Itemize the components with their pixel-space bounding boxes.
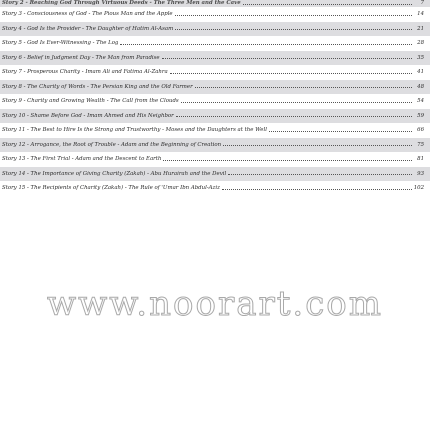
dot-leader (243, 4, 412, 5)
toc-entry-page: 54 (417, 98, 424, 105)
dot-leader (195, 87, 412, 88)
toc-entry-page: 28 (417, 40, 424, 47)
table-of-contents (0, 0, 430, 196)
toc-entry-page: 41 (417, 69, 424, 76)
toc-entry-page: 14 (417, 11, 424, 18)
toc-entry-page: 93 (417, 170, 424, 177)
dot-leader (269, 131, 412, 132)
watermark-text: www.noorart.com (47, 284, 383, 324)
toc-entry-title: Story 14 - The Importance of Giving Charity (Zakah) - Abu Hurairah and the Devil (2, 170, 227, 177)
toc-entry-page: 35 (417, 54, 424, 61)
dot-leader (162, 58, 412, 59)
toc-entry-title: Story 12 - Arrogance, the Root of Trouble - Adam and the Beginning of Creation (2, 141, 222, 148)
toc-entry-title: Story 2 - Reaching God Through Virtuous Deeds - The Three Men and the Cave (2, 0, 241, 6)
toc-entry (0, 36, 430, 51)
toc-entry (0, 138, 430, 153)
toc-entry-title: Story 3 - Consciousness of God - The Pious Man and the Apple (2, 11, 173, 18)
dot-leader (163, 160, 412, 161)
toc-entry (0, 94, 430, 109)
toc-entry (0, 7, 430, 22)
toc-entry-page: 7 (420, 0, 424, 6)
toc-entry-title: Story 10 - Shame Before God - Imam Ahmed and His Neighbor (2, 112, 174, 119)
toc-entry (0, 22, 430, 37)
toc-entry-title: Story 4 - God Is the Provider - The Daughter of Hatim Al-Asam (2, 25, 174, 32)
dot-leader (228, 174, 412, 175)
toc-entry (0, 152, 430, 167)
toc-entry-page: 102 (413, 185, 424, 192)
toc-entry-title: Story 5 - God Is Ever-Witnessing - The Log (2, 40, 119, 47)
toc-entry-title: Story 7 - Prosperous Charity - Imam Ali and Fatima Al-Zahra (2, 69, 168, 76)
toc-entry (0, 51, 430, 66)
toc-entry-title: Story 8 - The Charity of Words - The Persian King and the Old Farmer (2, 83, 193, 90)
toc-entry-page: 48 (417, 83, 424, 90)
toc-entry-page: 81 (417, 156, 424, 163)
dot-leader (170, 73, 412, 74)
toc-entry (0, 0, 430, 7)
toc-entry-page: 66 (417, 127, 424, 134)
dot-leader (176, 116, 412, 117)
toc-entry-title: Story 15 - The Recipients of Charity (Zakah) - The Rule of 'Umar Ibn Abdul-Aziz (2, 185, 220, 192)
toc-entry-title: Story 13 - The First Trial - Adam and the Descent to Earth (2, 156, 162, 163)
toc-entry-title: Story 11 - The Best to Hire Is the Strong and Trustworthy - Moses and the Daughters at the Well (2, 127, 267, 134)
toc-entry-page: 59 (417, 112, 424, 119)
dot-leader (222, 189, 412, 190)
toc-entry-page: 75 (417, 141, 424, 148)
toc-entry (0, 123, 430, 138)
dot-leader (181, 102, 412, 103)
toc-entry (0, 167, 430, 182)
dot-leader (223, 145, 412, 146)
dot-leader (175, 29, 412, 30)
toc-entry (0, 109, 430, 124)
toc-entry (0, 80, 430, 95)
toc-entry-title: Story 9 - Charity and Growing Wealth - The Call from the Clouds (2, 98, 179, 105)
toc-entry-page: 21 (417, 25, 424, 32)
toc-entry-title: Story 6 - Belief in Judgment Day - The Man from Paradise (2, 54, 160, 61)
dot-leader (175, 15, 412, 16)
dot-leader (120, 44, 412, 45)
toc-entry (0, 181, 430, 196)
toc-entry (0, 65, 430, 80)
